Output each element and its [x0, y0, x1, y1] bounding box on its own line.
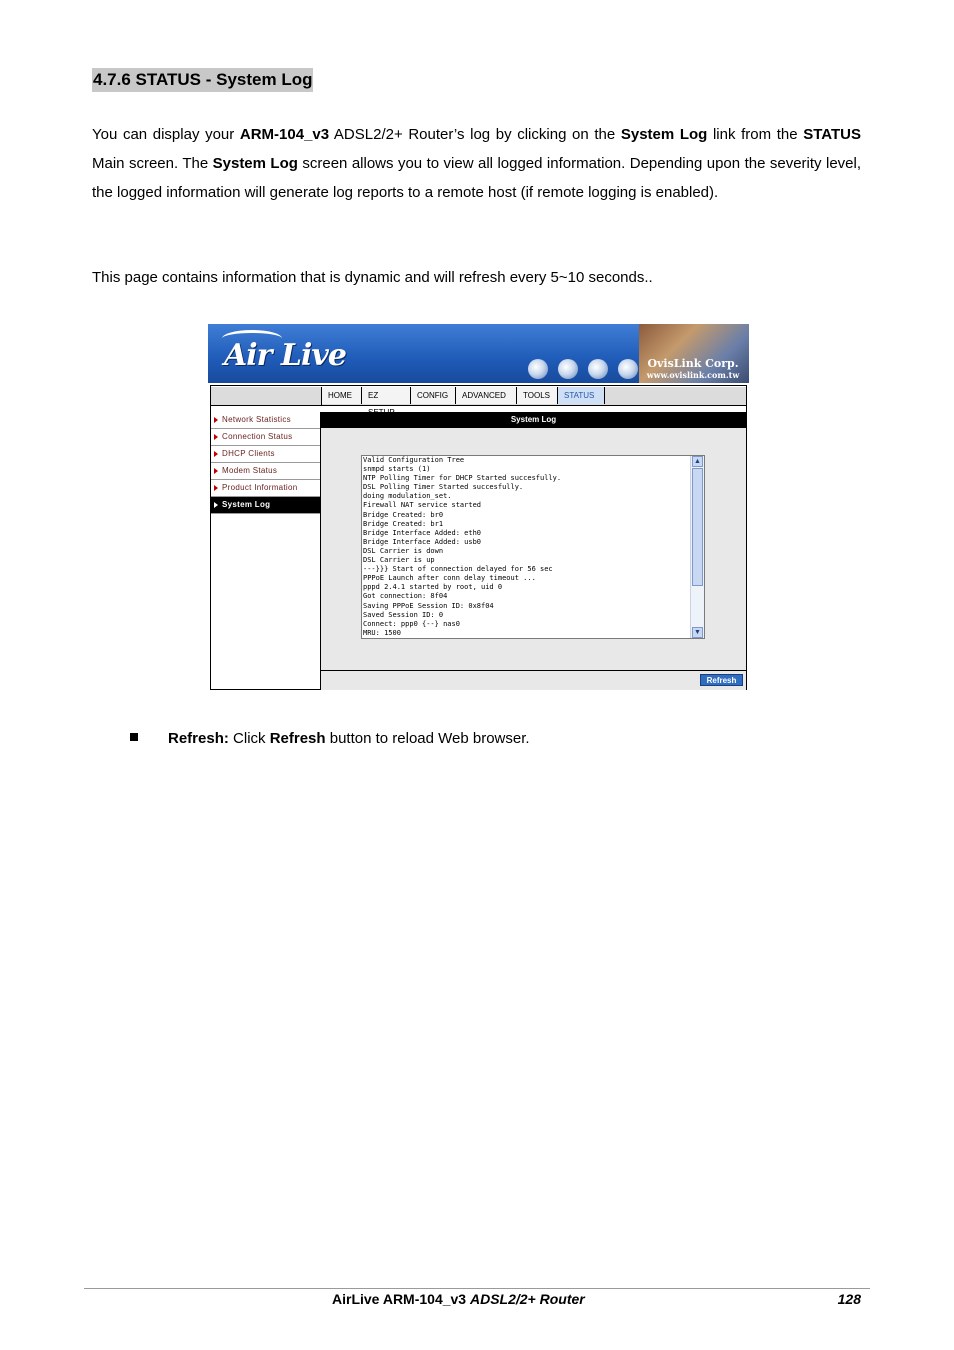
system-log-textarea[interactable] [361, 455, 705, 639]
corp-logo [640, 358, 746, 380]
globe-icon [558, 359, 578, 379]
airlive-banner [208, 324, 749, 383]
sidebar-item-label: Connection Status [222, 432, 293, 441]
paragraph-text: link from the [707, 126, 804, 143]
log-line: NTP Polling Timer for DHCP Started succesfully. [363, 474, 562, 483]
log-line: Saving PPPoE Session ID: 0x8f04 [363, 601, 494, 610]
scroll-thumb[interactable] [692, 468, 703, 586]
router-frame [210, 385, 747, 690]
footer-brand: AirLive ARM-104_v3 [332, 1291, 470, 1307]
arrow-right-icon [214, 434, 218, 440]
log-line: PPPoE Launch after conn delay timeout ... [363, 574, 536, 583]
arrow-right-icon [214, 468, 218, 474]
bold-term: ARM-104_v3 [239, 126, 330, 143]
log-line: DSL Polling Timer Started succesfully. [363, 483, 524, 492]
log-line: DSL Carrier is up [363, 556, 435, 565]
intro-paragraph [92, 120, 861, 207]
system-log-panel [321, 412, 746, 690]
log-line: Bridge Created: br0 [363, 510, 444, 519]
arrow-right-icon [214, 417, 218, 423]
paragraph-text: Main screen. The [92, 155, 213, 172]
sidebar-item-label: Network Statistics [222, 415, 291, 424]
log-line: snmpd starts (1) [363, 465, 431, 474]
log-line: Firewall NAT service started [363, 501, 482, 510]
globe-icon [528, 359, 548, 379]
log-lines [363, 456, 691, 638]
globe-icon [588, 359, 608, 379]
scroll-up-icon[interactable]: ▲ [692, 456, 703, 467]
sidebar-item-label: DHCP Clients [222, 449, 275, 458]
bullet-label: Refresh: [168, 730, 229, 747]
globe-icon [618, 359, 638, 379]
log-line: Valid Configuration Tree [363, 456, 465, 464]
log-line: Got connection: 8f04 [363, 592, 448, 601]
log-line: Bridge Created: br1 [363, 519, 444, 528]
sidebar-item-modem-status[interactable] [211, 463, 320, 480]
paragraph-text: You can display your [92, 126, 240, 143]
panel-title: System Log [321, 412, 746, 428]
arrow-right-icon [214, 451, 218, 457]
bold-term: STATUS [803, 126, 861, 143]
sidebar-item-label: System Log [222, 500, 271, 509]
nav-tab-config[interactable]: CONFIG [411, 387, 456, 404]
page-number: 128 [837, 1291, 861, 1307]
bullet-square-icon [130, 733, 138, 741]
bullet-pre: Click [228, 730, 270, 747]
refresh-button[interactable]: Refresh [700, 674, 743, 686]
log-scrollbar[interactable] [690, 456, 704, 638]
arrow-right-icon [214, 502, 218, 508]
top-nav [211, 387, 746, 406]
bullet-bold: Refresh [269, 730, 326, 747]
paragraph-text: ADSL2/2+ Router’s log by clicking on the [329, 126, 621, 143]
bold-term: System Log [212, 155, 298, 172]
nav-tab-status[interactable]: STATUS [558, 387, 605, 404]
nav-tabs [321, 387, 605, 405]
corp-url: www.ovislink.com.tw [646, 370, 740, 380]
log-line: DSL Carrier is down [363, 546, 444, 555]
corp-name: OvisLink Corp. [647, 357, 739, 370]
log-line: ---}}} Start of connection delayed for 56 sec [363, 565, 553, 574]
section-heading: 4.7.6 STATUS - System Log [92, 68, 313, 92]
sidebar-item-label: Product Information [222, 483, 298, 492]
nav-tab-advanced[interactable]: ADVANCED [456, 387, 517, 404]
nav-tab-home[interactable]: HOME [322, 387, 362, 404]
bold-term: System Log [620, 126, 708, 143]
sidebar-item-system-log[interactable] [211, 497, 320, 514]
refresh-note-paragraph: This page contains information that is dynamic and will refresh every 5~10 seconds.. [92, 269, 653, 286]
refresh-bullet-text [168, 728, 530, 750]
log-line: Connect: ppp0 {--} nas0 [363, 619, 460, 628]
arrow-right-icon [214, 485, 218, 491]
log-line: MRU: 1500 [363, 628, 401, 637]
sidebar-item-label: Modem Status [222, 466, 278, 475]
bullet-post: button to reload Web browser. [325, 730, 530, 747]
status-sidebar [211, 412, 321, 690]
page-footer [332, 1289, 861, 1309]
paragraph-text: screen allows you to view all logged information. Depending upon the severity level, the logged information will generate log reports to a remote host (if remote logging is enabled). [92, 155, 862, 201]
airlive-logo: Air Live [224, 338, 346, 373]
nav-tab-tools[interactable]: TOOLS [517, 387, 558, 404]
log-line: Bridge Interface Added: eth0 [363, 528, 482, 537]
router-screenshot [208, 324, 749, 691]
nav-tab-ez-setup[interactable]: EZ [362, 387, 411, 404]
sidebar-item-product-information[interactable] [211, 480, 320, 497]
sidebar-item-connection-status[interactable] [211, 429, 320, 446]
footer-product: ADSL2/2+ Router [469, 1291, 585, 1307]
log-line: doing modulation_set. [363, 492, 452, 501]
log-line: Saved Session ID: 0 [363, 610, 444, 619]
refresh-bar [321, 670, 746, 691]
sidebar-item-network-statistics[interactable] [211, 412, 320, 429]
sidebar-item-dhcp-clients[interactable] [211, 446, 320, 463]
log-line: Bridge Interface Added: usb0 [363, 537, 482, 546]
log-line: pppd 2.4.1 started by root, uid 0 [363, 583, 503, 592]
scroll-down-icon[interactable]: ▼ [692, 627, 703, 638]
